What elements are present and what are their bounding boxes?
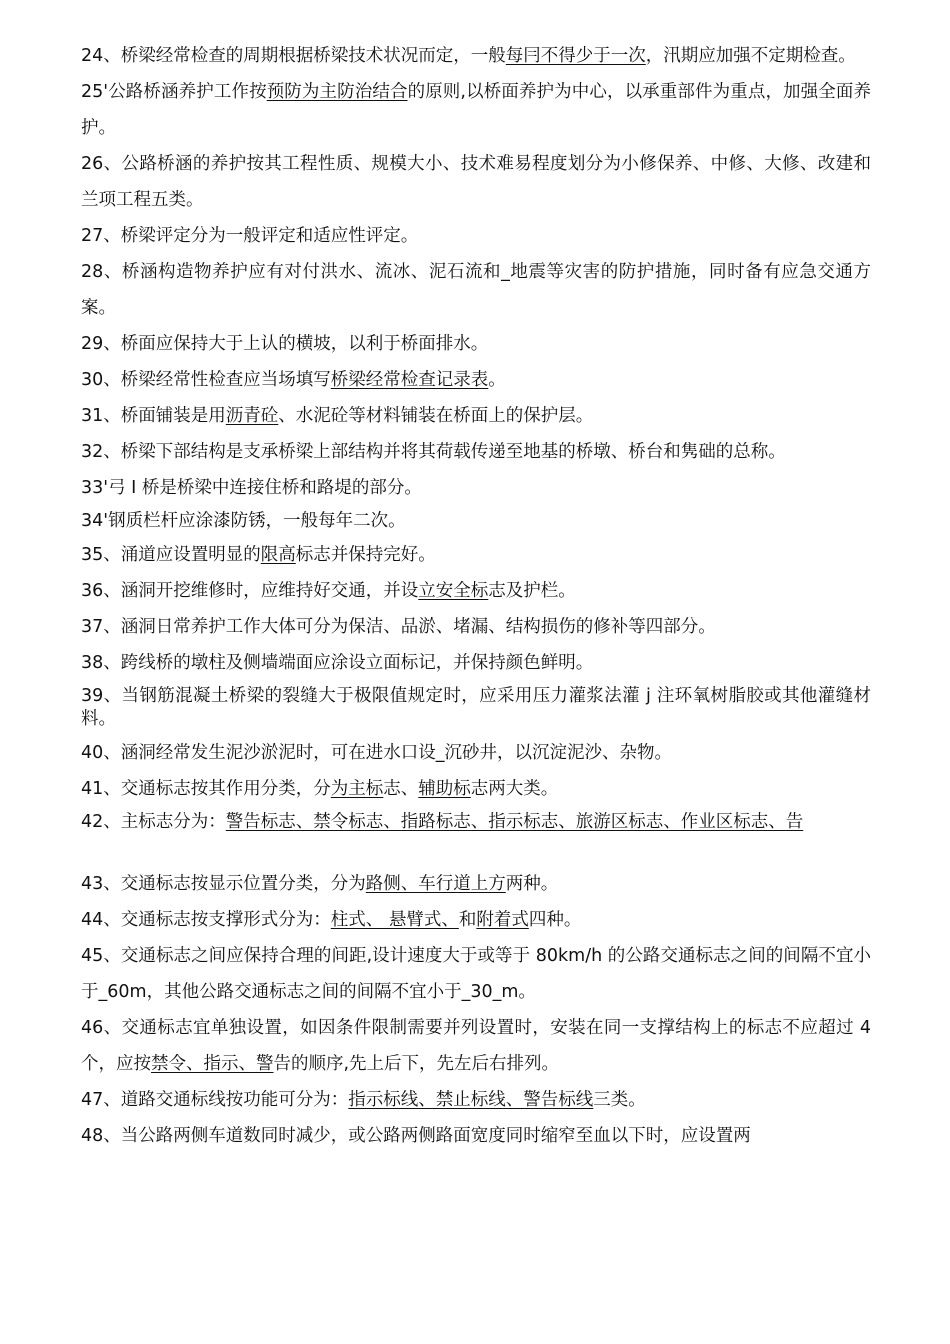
answer-underlined-text: 辅助标	[418, 779, 471, 799]
question-text: 志两大类。	[470, 779, 559, 799]
question-item-34	[81, 510, 871, 533]
question-item-39	[81, 685, 871, 731]
answer-underlined-text: 为主标	[330, 779, 384, 799]
question-item-30	[81, 362, 871, 398]
question-item-35	[81, 537, 871, 573]
question-text: 44、交通标志按支撑形式分为：	[81, 910, 331, 930]
question-item-32	[81, 434, 871, 470]
question-text: 告的顺序,先上后下，先左后右排列。	[273, 1054, 560, 1074]
question-item-44	[81, 902, 871, 938]
question-item-38	[81, 645, 871, 681]
question-text: 43、交通标志按显示位置分类，分为	[81, 874, 366, 894]
question-text: 27、桥梁评定分为一般评定和适应性评定。	[81, 226, 419, 246]
answer-underlined-text: 警告标志、禁令标志、指路标志、指示标志、旅游区标志、作业区标志、告	[225, 812, 804, 832]
question-text: 26、公路桥涵的养护按其工程性质、规模大小、技术难易程度划分为小修保养、中修、大修、改建和兰项工程五类。	[81, 154, 871, 210]
question-item-43	[81, 866, 871, 902]
question-item-28	[81, 254, 871, 326]
question-text: 和	[458, 910, 477, 930]
question-item-45	[81, 938, 871, 1010]
question-item-37	[81, 609, 871, 645]
answer-underlined-text: 每冃不得少于一次	[505, 46, 646, 66]
question-text: 志及护栏。	[488, 581, 576, 601]
question-text: 24、桥梁经常检查的周期根据桥梁技术状况而定，一般	[81, 46, 506, 66]
question-text: 42、主标志分为：	[81, 812, 226, 832]
answer-underlined-text: 柱式、 悬臂式、	[330, 910, 459, 930]
question-text: 25'公路桥涵养护工作按	[81, 82, 267, 102]
question-item-29	[81, 326, 871, 362]
answer-underlined-text: 附着式	[476, 910, 529, 930]
question-text: 38、跨线桥的墩柱及侧墙端面应涂设立面标记，并保持颜色鲜明。	[81, 653, 594, 673]
answer-underlined-text: 沥青砼	[225, 406, 279, 426]
question-text: 32、桥梁下部结构是支承桥梁上部结构并将其荷载传递至地基的桥墩、桥台和隽础的总称。	[81, 442, 786, 462]
question-text: 33'弓 I 桥是桥梁中连接住桥和路堤的部分。	[81, 478, 422, 498]
question-text: 45、交通标志之间应保持合理的间距,设计速度大于或等于 80km/h 的公路交通标志之间的间隔不宜小于_60m，其他公路交通标志之间的间隔不宜小于_30_m。	[81, 946, 871, 1002]
question-text: 30、桥梁经常性检查应当场填写	[81, 370, 331, 390]
answer-underlined-text: 限高	[260, 545, 296, 565]
question-text: 34'钢质栏杆应涂漆防锈，一般每年二次。	[81, 511, 406, 531]
question-item-36	[81, 573, 871, 609]
question-item-27	[81, 218, 871, 254]
document-body	[81, 38, 871, 1154]
question-item-42	[81, 811, 871, 834]
question-text: 标志并保持完好。	[295, 545, 436, 565]
answer-underlined-text: 路侧、车行道上方	[365, 874, 506, 894]
question-text: 35、涌道应设置明显的	[81, 545, 261, 565]
question-text: 37、涵洞日常养护工作大体可分为保洁、品淤、堵漏、结构损伤的修补等四部分。	[81, 617, 716, 637]
question-text: 、水泥砼等材料铺装在桥面上的保护层。	[278, 406, 594, 426]
question-text: 41、交通标志按其作用分类，分	[81, 779, 331, 799]
question-text: 的原则,以桥面养护为中心，以承重部件为重点，加强全面养护。	[81, 82, 872, 138]
answer-underlined-text: 桥梁经常检查记录表	[330, 370, 489, 390]
question-text: 40、涵洞经常发生泥沙淤泥时，可在进水口设_沉砂井，以沉淀泥沙、杂物。	[81, 743, 673, 763]
question-text: 31、桥面铺装是用	[81, 406, 226, 426]
question-text: 志、	[383, 779, 419, 799]
answer-underlined-text: 立安全标	[418, 581, 489, 601]
question-text: 三类。	[593, 1090, 646, 1110]
question-item-46	[81, 1010, 871, 1082]
question-text: 39、当钢筋混凝土桥梁的裂缝大于极限值规定时，应采用压力灌浆法灌 j 注环氧树脂胶或其他灌缝材料。	[81, 686, 871, 729]
question-text: 29、桥面应保持大于上认的横坡，以利于桥面排水。	[81, 334, 489, 354]
question-item-40	[81, 735, 871, 771]
question-text: 36、涵洞开挖维修时，应维持好交通，并设	[81, 581, 419, 601]
question-item-25	[81, 74, 871, 146]
answer-underlined-text: 指示标线、禁止标线、警告标线	[348, 1090, 594, 1110]
question-item-41	[81, 771, 871, 807]
question-item-31	[81, 398, 871, 434]
question-text: 46、交通标志宜单独设置，如因条件限制需要并列设置时，安装在同一支撑结构上的标志不应超过 4 个，应按	[81, 1018, 871, 1074]
question-text: 48、当公路两侧车道数同时减少，或公路两侧路面宽度同时缩窄至血以下时，应设置两	[81, 1126, 751, 1146]
question-text: ，汛期应加强不定期检查。	[645, 46, 856, 66]
question-item-47	[81, 1082, 871, 1118]
question-item-24	[81, 38, 871, 74]
question-item-26	[81, 146, 871, 218]
question-item-33	[81, 470, 871, 506]
answer-underlined-text: 禁令、指示、警	[151, 1054, 274, 1074]
question-text: 28、桥涵构造物养护应有对付洪水、流冰、泥石流和_地震等灾害的防护措施，同时备有应急交通方案。	[81, 262, 871, 318]
question-text: 四种。	[528, 910, 582, 930]
question-item-48	[81, 1118, 871, 1154]
answer-underlined-text: 预防为主防治结合	[266, 82, 408, 102]
question-text: 两种。	[505, 874, 559, 894]
question-text: 。	[488, 370, 506, 390]
question-text: 47、道路交通标线按功能可分为：	[81, 1090, 349, 1110]
